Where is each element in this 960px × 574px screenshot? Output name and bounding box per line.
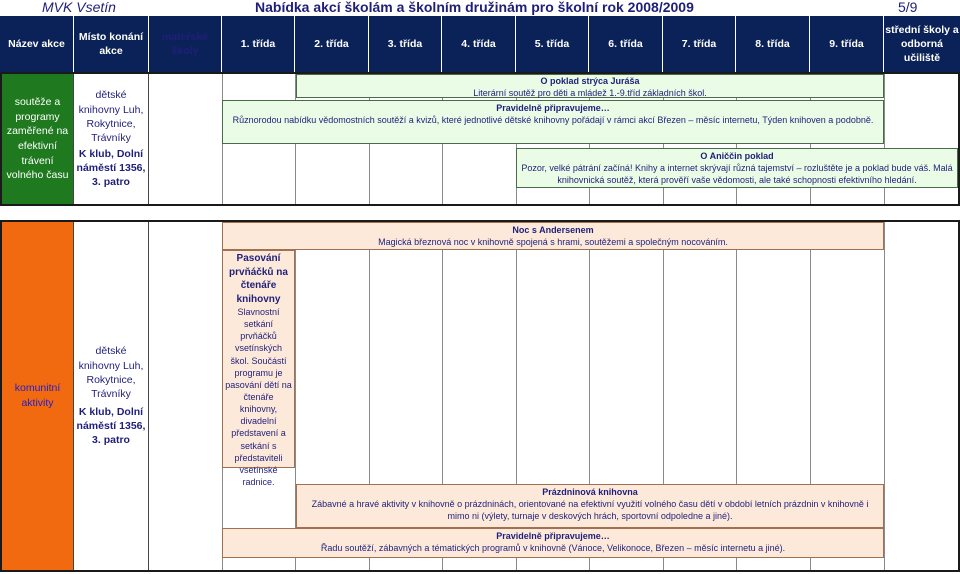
box-title: Pravidelně připravujeme… [496, 531, 610, 541]
header-name: Název akce [0, 16, 74, 72]
header-grade-2: 2. třída [295, 16, 369, 72]
organization-name: MVK Vsetín [42, 0, 116, 15]
section2-category: komunitní aktivity [2, 222, 74, 570]
box-title: Pasování prvňáčků na čtenáře knihovny [229, 253, 288, 305]
section1-place [74, 74, 149, 204]
box-text: Pozor, velké pátrání začíná! Knihy a internet skrývají různá tajemství – rozluštěte je a poklad bude váš. Malá knihovnická soutěž, která prověří vaše vědomosti, ale také schopnosti efektivního hledání. [521, 163, 953, 186]
section1-category: soutěže a programy zaměřené na efektivní trávení volného času [2, 74, 74, 204]
box-text: Slavnostní setkání prvňáčků vsetínských škol. Součástí programu je pasování dětí na čtenáře knihovny, divadelní představení a setkání s představiteli vsetínské radnice. [225, 307, 292, 487]
section1-place-line2: K klub, Dolní náměstí 1356, 3. patro [76, 148, 146, 189]
header-grade-8: 8. třída [736, 16, 810, 72]
section2-box-prazdninova-knihovna [296, 484, 884, 528]
header-grade-9: 9. třída [810, 16, 884, 72]
section2-box-pravidelne [222, 528, 884, 558]
box-text: Řadu soutěží, zábavných a tématických programů v knihovně (Vánoce, Velikonoce, Březen – měsíc internetu a jiné). [320, 543, 786, 554]
box-title: Prázdninová knihovna [542, 487, 638, 497]
box-text: Literární soutěž pro děti a mládež 1.-9.tříd základních škol. [473, 88, 707, 99]
header-grade-7: 7. třída [663, 16, 736, 72]
section2-box-noc-s-andersenem [222, 222, 884, 250]
title-bar [0, 0, 960, 16]
header-grade-1: 1. třída [222, 16, 295, 72]
section1-box-anickin-poklad [516, 148, 958, 188]
section1-box-poklad-jurasa [296, 74, 884, 98]
section2-box-pasovani [222, 250, 295, 487]
section2-place-line2: K klub, Dolní náměstí 1356, 3. patro [76, 406, 146, 447]
box-text: Různorodou nabídku vědomostních soutěží a kvizů, které jednotlivé dětské knihovny pořádají v rámci akcí Březen – měsíc internetu, Týden knihoven a podobně. [232, 115, 874, 126]
header-grade-4: 4. třída [442, 16, 516, 72]
box-title: Noc s Andersenem [512, 225, 594, 235]
box-text: Zábavné a hravé aktivity v knihovně o prázdninách, orientované na efektivní využití volného času dětí v období letních prázdnin v knihovně i mimo ni (výlety, turnaje v deskových hrách, sportovní odpoledne a jiné). [311, 499, 869, 522]
section1-box-pravidelne [222, 100, 884, 144]
section2-place [74, 222, 149, 570]
page-number: 5/9 [898, 0, 918, 15]
header-grade-3: 3. třída [369, 16, 442, 72]
header-ss: střední školy a odborná učiliště [884, 16, 960, 72]
box-title: O poklad strýca Juráša [540, 76, 640, 86]
section2-place-line1: dětské knihovny Luh, Rokytnice, Trávníky [78, 345, 144, 400]
header-grade-6: 6. třída [589, 16, 663, 72]
header-ms: mateřské školy [149, 16, 222, 72]
section1-place-line1: dětské knihovny Luh, Rokytnice, Trávníky [78, 89, 144, 144]
box-text: Magická březnová noc v knihovně spojená s hrami, soutěžemi a společným nocováním. [378, 237, 728, 248]
box-title: Pravidelně připravujeme… [496, 103, 610, 113]
grid-line [884, 222, 885, 570]
page-title: Nabídka akcí školám a školním družinám pro školní rok 2008/2009 [255, 0, 694, 15]
header-grade-5: 5. třída [516, 16, 589, 72]
header-place: Místo konání akce [74, 16, 149, 72]
box-title: O Aniččin poklad [700, 151, 774, 161]
